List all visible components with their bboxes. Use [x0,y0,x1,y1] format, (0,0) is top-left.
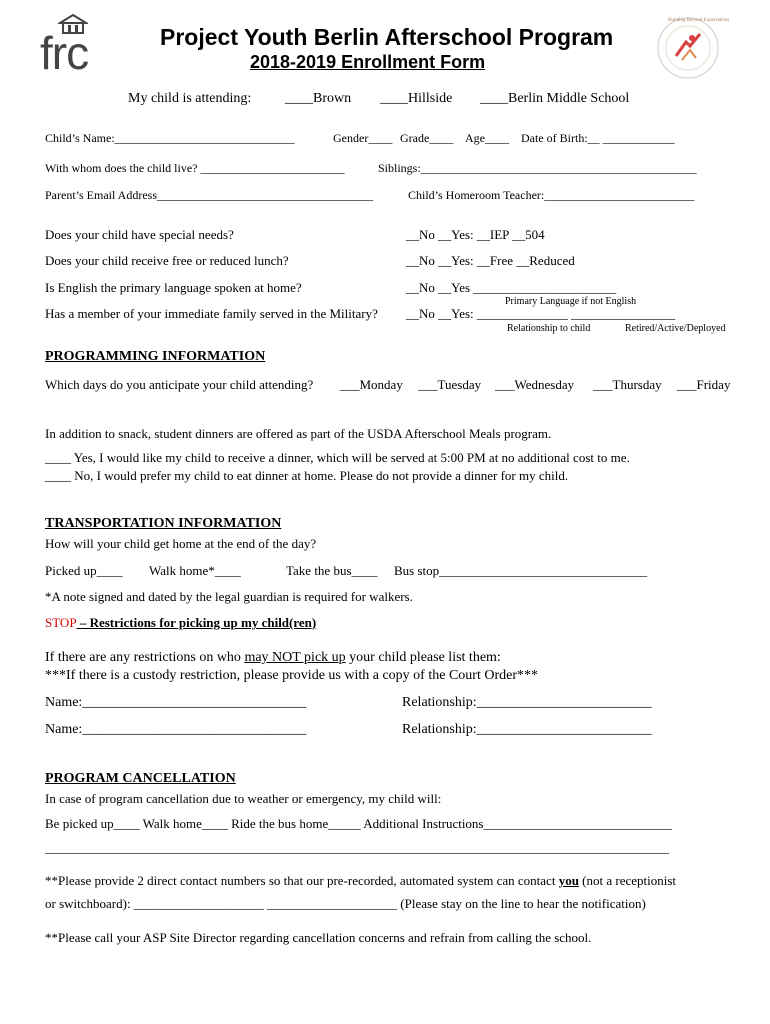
dinner-yes-option[interactable]: ____ Yes, I would like my child to receive a dinner, which will be served at 5:00 PM at no additional cost to me. [45,450,630,465]
status-note: Retired/Active/Deployed [625,323,726,334]
programming-heading: PROGRAMMING INFORMATION [45,349,266,364]
answer-english[interactable]: __No __Yes ______________________ [406,280,617,295]
restrictions-pre: If there are any restrictions on who [45,650,245,665]
bus-option[interactable]: Take the bus____ [286,563,378,578]
day-tuesday[interactable]: ___Tuesday [418,377,482,392]
page-title: Project Youth Berlin Afterschool Program [160,24,614,50]
walk-home-option[interactable]: Walk home*____ [149,563,241,578]
child-name-field[interactable]: Child’s Name:______________________________ [45,131,295,145]
cancellation-heading: PROGRAM CANCELLATION [45,771,236,786]
day-friday[interactable]: ___Friday [677,377,731,392]
school-option-brown[interactable]: ____Brown [285,91,352,106]
relationship-note: Relationship to child [507,323,591,334]
stop-word: STOP [45,615,77,630]
walker-note: *A note signed and dated by the legal guardian is required for walkers. [45,589,413,604]
question-english: Is English the primary language spoken at home? [45,280,302,295]
parent-email-field[interactable]: Parent’s Email Address____________________________________ [45,188,373,202]
page-subtitle: 2018-2019 Enrollment Form [250,52,486,72]
restriction-name-1[interactable]: Name:________________________________ [45,695,307,710]
logo-text: frc [40,27,89,79]
call-note: **Please call your ASP Site Director regarding cancellation concerns and refrain from calling the school. [45,930,592,945]
transportation-heading: TRANSPORTATION INFORMATION [45,516,282,531]
contact-line-1 [45,873,676,889]
restriction-name-2[interactable]: Name:________________________________ [45,722,307,737]
cancellation-options[interactable]: Be picked up____ Walk home____ Ride the bus home_____ Additional Instructions_____________________________ [45,816,672,831]
cancellation-instructions-line[interactable]: ________________________________________________________________________________________________ [45,840,669,855]
primary-language-note: Primary Language if not English [505,296,637,307]
restrictions-underlined: may NOT pick up [244,650,346,665]
stop-line [45,615,316,631]
stop-restrictions-label: – Restrictions for picking up my child(ren) [76,615,317,630]
day-thursday[interactable]: ___Thursday [593,377,662,392]
dinner-no-option[interactable]: ____ No, I would prefer my child to eat dinner at home. Please do not provide a dinner for my child. [45,468,569,483]
transportation-question: How will your child get home at the end of the day? [45,536,317,551]
contact-post: (not a receptionist [578,873,677,888]
restriction-relationship-1[interactable]: Relationship:_________________________ [402,695,652,710]
restrictions-post: your child please list them: [345,650,501,665]
lives-with-field[interactable]: With whom does the child live? ________________________ [45,161,345,175]
school-option-berlin-middle[interactable]: ____Berlin Middle School [480,91,630,106]
custody-note: ***If there is a custody restriction, please provide us with a copy of the Court Order*** [45,668,538,683]
contact-numbers-field[interactable]: or switchboard): ____________________ ____________________ (Please stay on the line to hear the notification) [45,896,646,911]
contact-pre: **Please provide 2 direct contact numbers so that our pre-recorded, automated system can contact [45,873,559,888]
seal-icon [656,16,720,80]
seal-logo [656,16,730,80]
restriction-relationship-2[interactable]: Relationship:_________________________ [402,722,652,737]
question-military: Has a member of your immediate family served in the Military? [45,306,378,321]
frc-logo [40,14,110,79]
cancellation-intro: In case of program cancellation due to weather or emergency, my child will: [45,791,442,806]
bus-stop-field[interactable]: Bus stop________________________________ [394,563,648,578]
gender-field[interactable]: Gender____ [333,131,393,145]
school-prompt: My child is attending: [128,91,252,106]
age-field[interactable]: Age____ [465,131,509,145]
school-option-hillside[interactable]: ____Hillside [380,91,453,106]
dob-field[interactable]: Date of Birth:__ ____________ [521,131,675,145]
question-special-needs: Does your child have special needs? [45,227,234,242]
grade-field[interactable]: Grade____ [400,131,454,145]
answer-military[interactable]: __No __Yes: ______________ ________________ [406,306,676,321]
dinner-intro: In addition to snack, student dinners are offered as part of the USDA Afterschool Meals program. [45,426,552,441]
question-lunch: Does your child receive free or reduced lunch? [45,253,289,268]
days-prompt: Which days do you anticipate your child attending? [45,377,314,392]
answer-lunch[interactable]: __No __Yes: __Free __Reduced [406,253,575,268]
answer-special-needs[interactable]: __No __Yes: __IEP __504 [406,227,545,242]
seal-text: Building Beyond Expectations [668,18,730,23]
day-wednesday[interactable]: ___Wednesday [495,377,575,392]
siblings-field[interactable]: Siblings:______________________________________________ [378,161,697,175]
day-monday[interactable]: ___Monday [340,377,403,392]
restrictions-line [45,650,501,666]
picked-up-option[interactable]: Picked up____ [45,563,123,578]
contact-you: you [558,873,579,888]
homeroom-field[interactable]: Child’s Homeroom Teacher:_________________________ [408,188,695,202]
